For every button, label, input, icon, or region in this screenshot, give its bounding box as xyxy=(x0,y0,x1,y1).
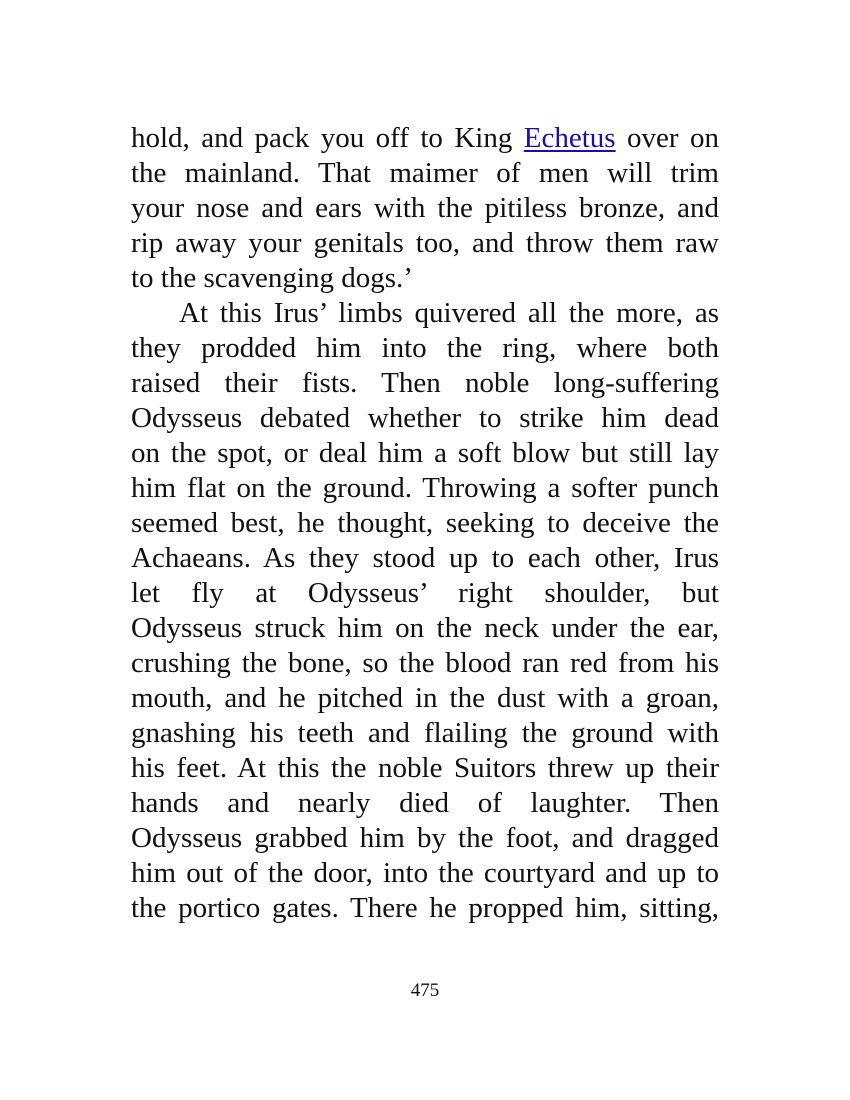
text-line: his feet. At this the noble Suitors threw up their xyxy=(131,752,719,784)
text-segment: hold, and pack you off to King xyxy=(131,122,524,154)
text-line: him out of the door, into the courtyard and up to xyxy=(131,857,719,889)
text-line: mouth, and he pitched in the dust with a groan, xyxy=(131,682,719,714)
text-line: Odysseus debated whether to strike him dead xyxy=(131,402,719,434)
text-line: rip away your genitals too, and throw them raw xyxy=(131,227,719,259)
text-line: on the spot, or deal him a soft blow but still lay xyxy=(131,437,719,469)
text-line: Achaeans. As they stood up to each other, Irus xyxy=(131,542,719,574)
text-line: hands and nearly died of laughter. Then xyxy=(131,787,719,819)
text-line: gnashing his teeth and flailing the ground with xyxy=(131,717,719,749)
text-line: raised their fists. Then noble long-suffering xyxy=(131,367,719,399)
text-line: crushing the bone, so the blood ran red from his xyxy=(131,647,719,679)
text-line: seemed best, he thought, seeking to deceive the xyxy=(131,507,719,539)
text-line: your nose and ears with the pitiless bronze, and xyxy=(131,192,719,224)
page-number: 475 xyxy=(410,980,440,1001)
text-line: Odysseus struck him on the neck under the ear, xyxy=(131,612,719,644)
text-line xyxy=(131,121,719,156)
text-line: let fly at Odysseus’ right shoulder, but xyxy=(131,577,719,609)
text-line: Odysseus grabbed him by the foot, and dragged xyxy=(131,822,719,854)
echetus-link[interactable]: Echetus xyxy=(523,122,616,154)
text-line: to the scavenging dogs.’ xyxy=(131,262,413,294)
text-segment: over on xyxy=(615,122,719,154)
paragraph-first-line: At this Irus’ limbs quivered all the more, as xyxy=(179,297,719,329)
text-line: the mainland. That maimer of men will trim xyxy=(131,157,719,189)
text-line: the portico gates. There he propped him, sitting, xyxy=(131,892,719,924)
text-line: they prodded him into the ring, where both xyxy=(131,332,719,364)
page-body-text xyxy=(131,121,719,926)
text-line: him flat on the ground. Throwing a softer punch xyxy=(131,472,719,504)
